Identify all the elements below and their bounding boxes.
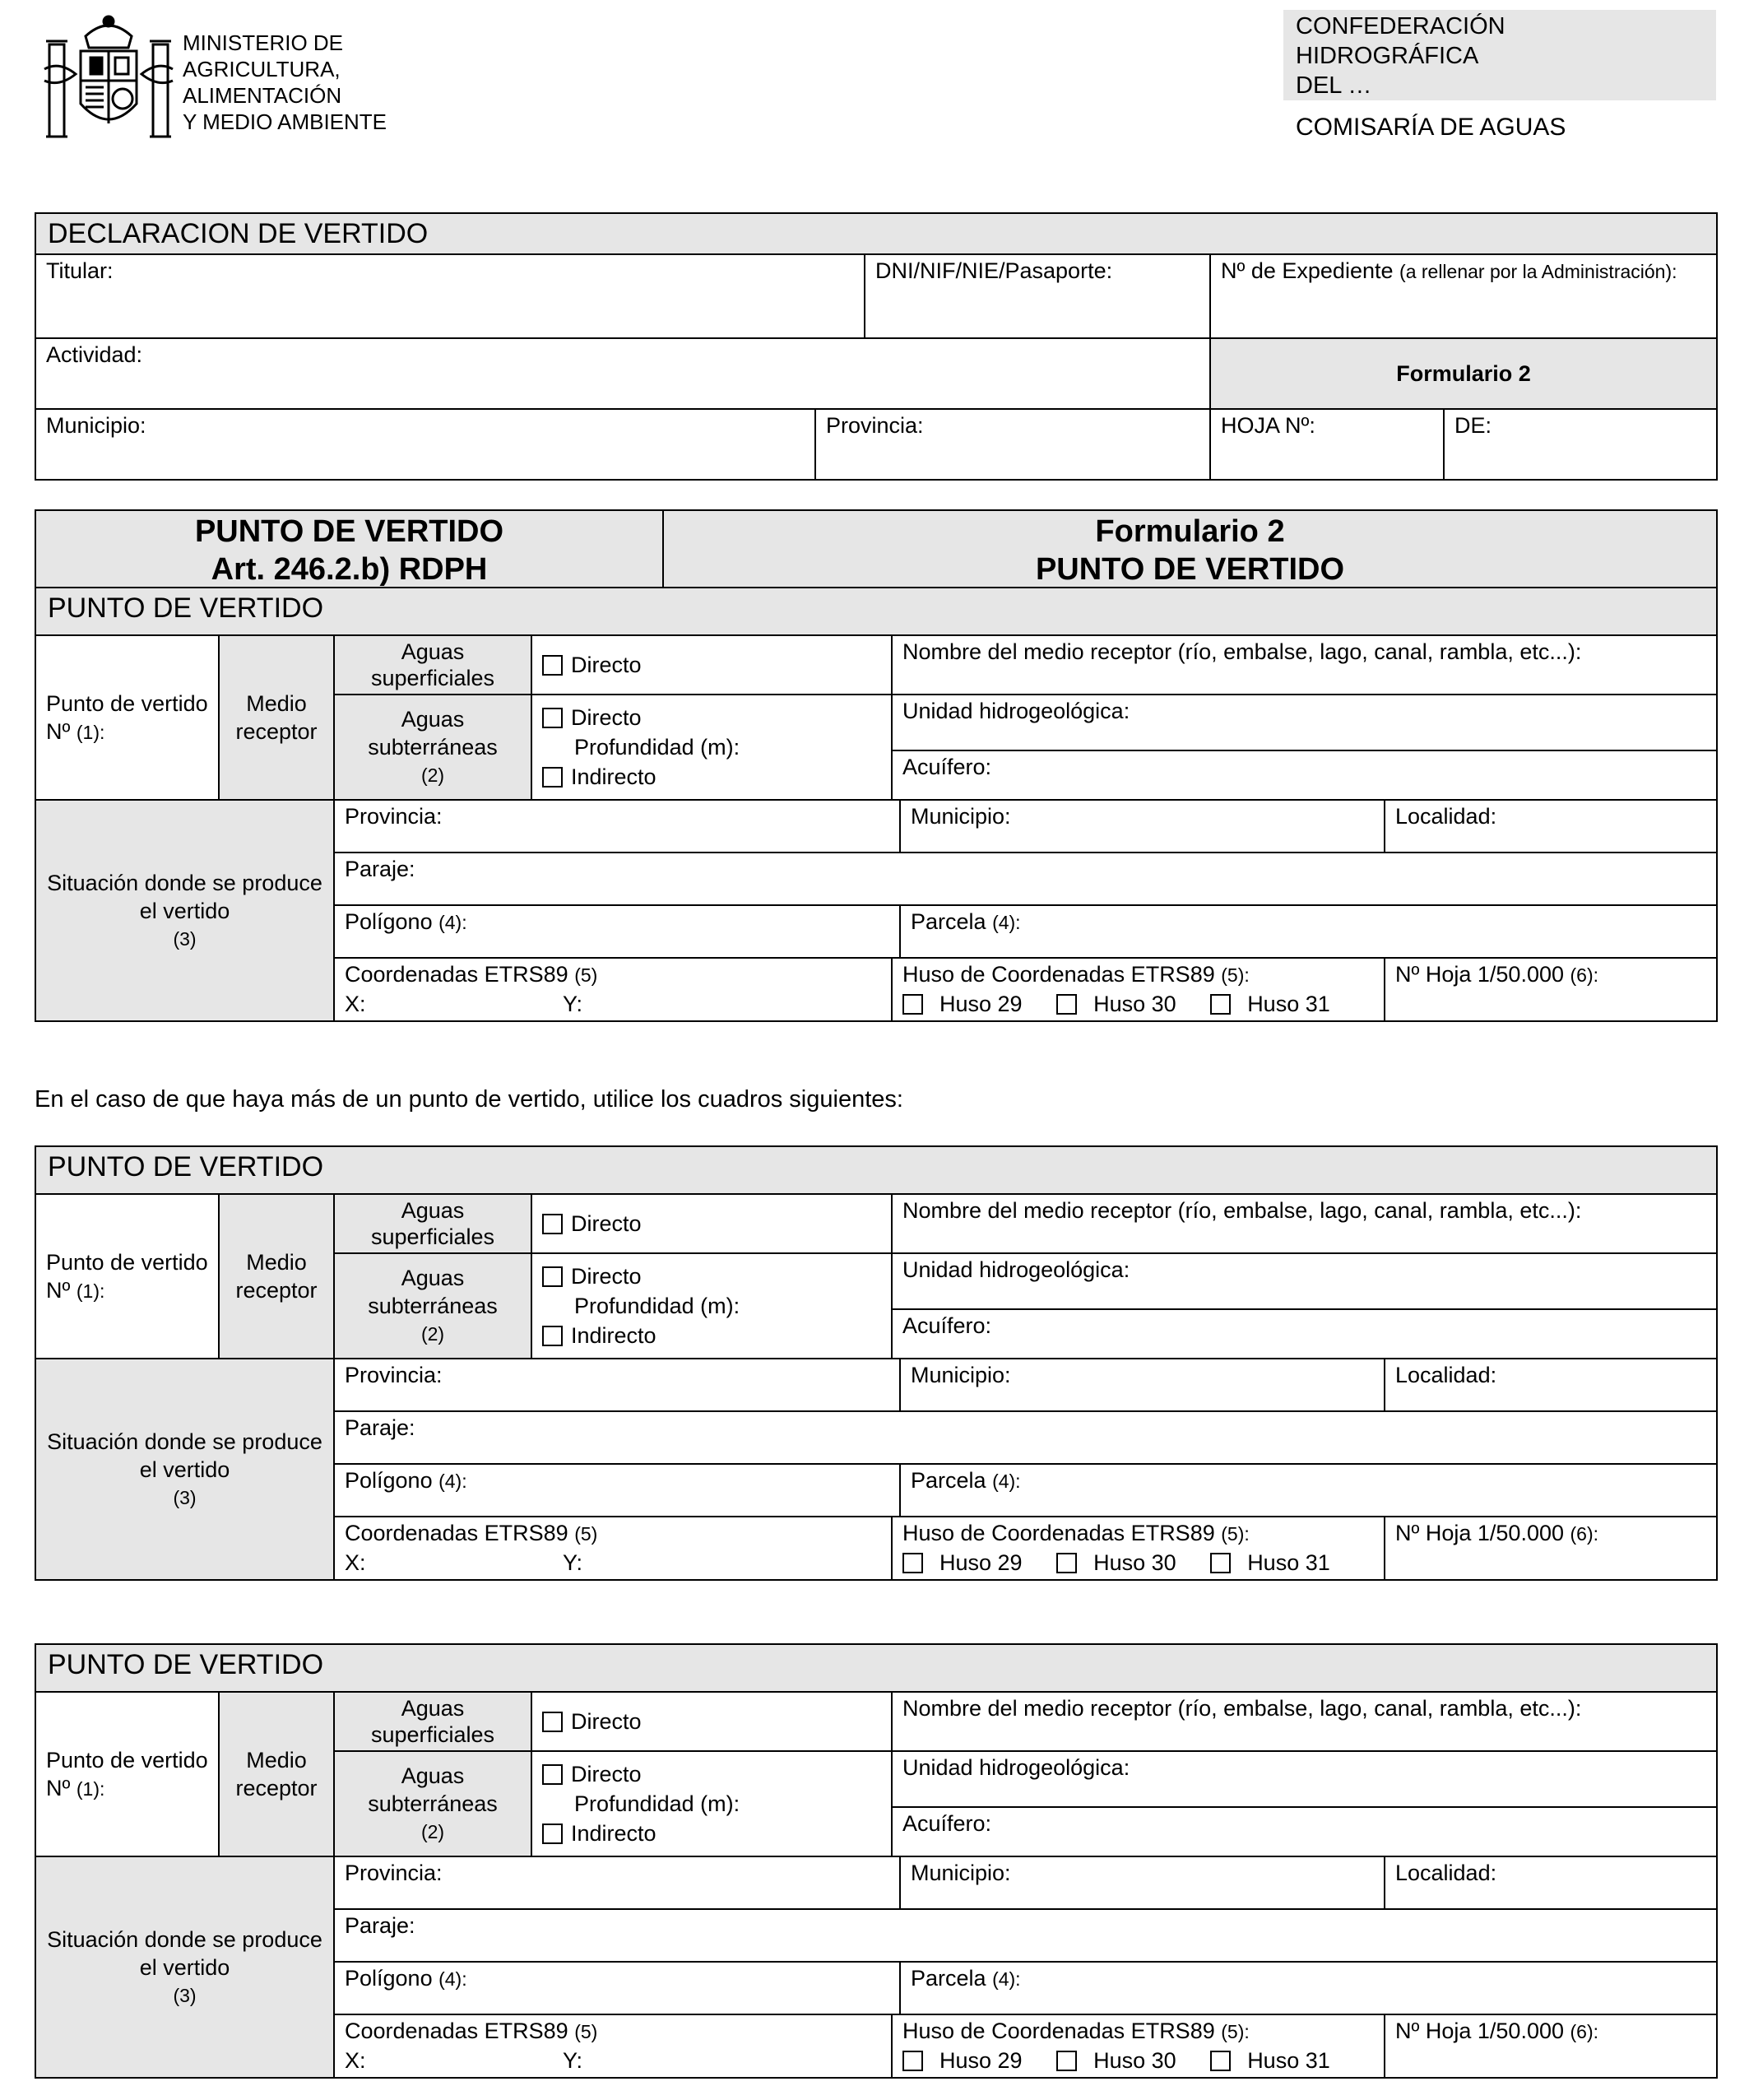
directo-label: Directo [571, 1762, 642, 1786]
nhoja-label: Nº Hoja 1/50.000 [1395, 1521, 1564, 1545]
hidro-fields [892, 695, 1717, 800]
checkbox-icon[interactable] [1210, 994, 1231, 1015]
acuifero-label: Acuífero: [902, 1313, 992, 1338]
localidad-label: Localidad: [1395, 804, 1497, 829]
confederacion-line: HIDROGRÁFICA [1296, 43, 1479, 69]
huso29-option[interactable] [902, 992, 1023, 1016]
nhoja-field[interactable] [1385, 1517, 1717, 1580]
profundidad-label: Profundidad (m): [574, 1791, 740, 1816]
banner-left-line1: PUNTO DE VERTIDO [194, 514, 504, 549]
punto-numero-field [35, 635, 219, 800]
banner-left [35, 510, 663, 591]
note-4: (4): [438, 1968, 467, 1990]
checkbox-icon[interactable] [1210, 1553, 1231, 1573]
localidad-label: Localidad: [1395, 1363, 1497, 1387]
note-6: (6): [1570, 2021, 1599, 2042]
note-3: (3) [173, 1486, 197, 1508]
y-label: Y: [563, 2048, 583, 2073]
subterraneas-options [531, 695, 892, 800]
directo-label: Directo [571, 1709, 642, 1734]
medio-receptor-label: Medio receptor [219, 1194, 334, 1359]
ministry-line: MINISTERIO DE [183, 30, 344, 55]
nombre-medio-field[interactable] [892, 1194, 1717, 1253]
note-5b: (5): [1221, 2021, 1250, 2042]
hoja-label: HOJA Nº: [1221, 413, 1315, 438]
declaracion-title: DECLARACION DE VERTIDO [35, 213, 1717, 254]
huso-title: Huso de Coordenadas ETRS89 [902, 2019, 1215, 2043]
note-5: (5) [574, 1523, 598, 1545]
banner-table [35, 509, 1718, 592]
ministry-line: ALIMENTACIÓN [183, 83, 342, 108]
directo-label: Directo [571, 1211, 642, 1236]
nhoja-label: Nº Hoja 1/50.000 [1395, 2019, 1564, 2043]
directo-label: Directo [571, 705, 642, 730]
aguas-superficiales-label: Aguas superficiales [334, 1194, 531, 1253]
nhoja-field[interactable] [1385, 2014, 1717, 2078]
checkbox-icon[interactable] [1056, 994, 1077, 1015]
situacion-label: Situación donde se produce el vertido [47, 1429, 322, 1482]
huso31-label: Huso 31 [1247, 2048, 1330, 2073]
subterraneas-directo-option[interactable] [542, 1759, 881, 1789]
note-4: (4): [992, 1968, 1021, 1990]
huso30-option[interactable] [1056, 992, 1176, 1016]
punto-numero-label: Punto de vertido Nº [46, 1249, 208, 1303]
poligono-label: Polígono [345, 1966, 433, 1991]
nombre-medio-label: Nombre del medio receptor (río, embalse, lago, canal, rambla, etc...): [902, 1198, 1582, 1223]
huso29-option[interactable] [902, 2048, 1023, 2073]
expediente-label: Nº de Expediente [1221, 258, 1394, 283]
huso30-label: Huso 30 [1093, 1550, 1176, 1575]
parcela-field[interactable] [900, 1464, 1717, 1517]
aguas-superficiales-label: Aguas superficiales [334, 1692, 531, 1751]
de-label: DE: [1454, 413, 1492, 438]
note-2: (2) [420, 1323, 445, 1345]
subterraneas-indirecto-option[interactable] [542, 1819, 881, 1848]
note-2: (2) [420, 1821, 445, 1842]
aguas-subterraneas-label: Aguas subterráneas [368, 1266, 498, 1318]
acuifero-field[interactable] [893, 751, 1716, 783]
ministry-line: Y MEDIO AMBIENTE [183, 109, 387, 134]
poligono-field[interactable] [334, 1464, 900, 1517]
huso31-option[interactable] [1210, 992, 1330, 1016]
declaracion-table [35, 212, 1718, 481]
note-5: (5) [574, 2021, 598, 2042]
huso29-label: Huso 29 [939, 992, 1023, 1016]
medio-receptor-label: Medio receptor [219, 635, 334, 800]
checkbox-icon[interactable] [902, 994, 923, 1015]
paraje-field[interactable] [334, 1411, 1717, 1464]
provincia-field[interactable] [334, 1359, 900, 1411]
provincia-field[interactable] [334, 1856, 900, 1909]
intermediate-note: En el caso de que haya más de un punto de vertido, utilice los cuadros siguientes: [35, 1086, 903, 1113]
note-5b: (5): [1221, 1523, 1250, 1545]
checkbox-icon[interactable] [542, 1326, 563, 1346]
profundidad-label: Profundidad (m): [574, 735, 740, 760]
subterraneas-options [531, 1751, 892, 1856]
superficiales-directo-option[interactable] [531, 1692, 892, 1751]
municipio-label: Municipio: [911, 1861, 1011, 1885]
note-3: (3) [173, 1984, 197, 2006]
punto-section-title: PUNTO DE VERTIDO [35, 588, 1717, 635]
coordenadas-label: Coordenadas ETRS89 [345, 962, 568, 987]
huso29-label: Huso 29 [939, 1550, 1023, 1575]
note-1: (1): [76, 1777, 105, 1800]
dni-label: DNI/NIF/NIE/Pasaporte: [875, 258, 1113, 283]
punto-vertido-table [35, 587, 1718, 1022]
note-3: (3) [173, 927, 197, 950]
coordenadas-field[interactable] [334, 2014, 892, 2078]
nhoja-field[interactable] [1385, 958, 1717, 1021]
checkbox-icon[interactable] [542, 655, 563, 676]
note-5b: (5): [1221, 964, 1250, 986]
checkbox-icon[interactable] [902, 1553, 923, 1573]
indirecto-label: Indirecto [571, 764, 656, 789]
huso30-label: Huso 30 [1093, 992, 1176, 1016]
checkbox-icon[interactable] [542, 708, 563, 728]
x-label: X: [345, 2048, 366, 2073]
unidad-field[interactable] [893, 1752, 1716, 1808]
superficiales-directo-option[interactable] [531, 1194, 892, 1253]
coat-of-arms-logo [43, 12, 174, 145]
localidad-label: Localidad: [1395, 1861, 1497, 1885]
unidad-field[interactable] [893, 695, 1716, 751]
banner-left-line2: Art. 246.2.b) RDPH [211, 552, 488, 587]
huso31-option[interactable] [1210, 2048, 1330, 2073]
subterraneas-indirecto-option[interactable] [542, 1321, 881, 1350]
punto-vertido-table [35, 1643, 1718, 2079]
huso-field [892, 1517, 1385, 1580]
coordenadas-field[interactable] [334, 1517, 892, 1580]
directo-label: Directo [571, 653, 642, 677]
acuifero-field[interactable] [893, 1808, 1716, 1839]
huso-title: Huso de Coordenadas ETRS89 [902, 1521, 1215, 1545]
unidad-label: Unidad hidrogeológica: [902, 1755, 1130, 1780]
checkbox-icon[interactable] [542, 1266, 563, 1287]
huso30-label: Huso 30 [1093, 2048, 1176, 2073]
paraje-label: Paraje: [345, 1913, 415, 1938]
note-1: (1): [76, 721, 105, 743]
punto-section-title: PUNTO DE VERTIDO [35, 1644, 1717, 1692]
banner-right [663, 510, 1717, 591]
huso31-label: Huso 31 [1247, 1550, 1330, 1575]
paraje-label: Paraje: [345, 857, 415, 881]
ministry-name [183, 30, 387, 135]
directo-label: Directo [571, 1264, 642, 1289]
expediente-note: (a rellenar por la Administración): [1399, 261, 1677, 282]
hoja-field[interactable] [1210, 409, 1444, 480]
titular-field[interactable] [35, 254, 865, 338]
confederacion-name [1296, 12, 1505, 100]
punto-vertido-table [35, 1145, 1718, 1581]
note-4: (4): [992, 912, 1021, 933]
indirecto-label: Indirecto [571, 1323, 656, 1348]
punto-numero-field [35, 1194, 219, 1359]
huso-field [892, 2014, 1385, 2078]
parcela-label: Parcela [911, 909, 986, 934]
checkbox-icon[interactable] [1056, 2051, 1077, 2071]
aguas-superficiales-label: Aguas superficiales [334, 635, 531, 695]
huso-title: Huso de Coordenadas ETRS89 [902, 962, 1215, 987]
x-label: X: [345, 992, 366, 1016]
municipio-label: Municipio: [911, 1363, 1011, 1387]
checkbox-icon[interactable] [542, 1824, 563, 1844]
note-6: (6): [1570, 964, 1599, 986]
poligono-label: Polígono [345, 1468, 433, 1493]
x-label: X: [345, 1550, 366, 1575]
checkbox-icon[interactable] [1056, 1553, 1077, 1573]
checkbox-icon[interactable] [902, 2051, 923, 2071]
situacion-label: Situación donde se produce el vertido [47, 870, 322, 923]
localidad-field[interactable] [1385, 1856, 1717, 1909]
nombre-medio-label: Nombre del medio receptor (río, embalse, lago, canal, rambla, etc...): [902, 1696, 1582, 1721]
situacion-cell [35, 1856, 334, 2078]
acuifero-label: Acuífero: [902, 1811, 992, 1836]
comisaria-label: COMISARÍA DE AGUAS [1296, 114, 1566, 141]
actividad-label: Actividad: [46, 342, 143, 367]
situacion-cell [35, 1359, 334, 1580]
huso30-option[interactable] [1056, 2048, 1176, 2073]
provincia-field[interactable] [334, 800, 900, 853]
note-4: (4): [438, 1470, 467, 1492]
provincia-field[interactable] [815, 409, 1210, 480]
subterraneas-indirecto-option[interactable] [542, 762, 881, 792]
note-4: (4): [992, 1470, 1021, 1492]
indirecto-label: Indirecto [571, 1821, 656, 1846]
provincia-label: Provincia: [345, 1861, 443, 1885]
municipio-field[interactable] [900, 1856, 1385, 1909]
huso29-option[interactable] [902, 1550, 1023, 1575]
note-5: (5) [574, 964, 598, 986]
banner-right-line2: PUNTO DE VERTIDO [1035, 552, 1345, 587]
hidro-fields [892, 1253, 1717, 1359]
punto-numero-label: Punto de vertido Nº [46, 690, 208, 744]
y-label: Y: [563, 992, 583, 1016]
municipio-field[interactable] [900, 1359, 1385, 1411]
checkbox-icon[interactable] [542, 1712, 563, 1732]
checkbox-icon[interactable] [542, 767, 563, 788]
ministry-line: AGRICULTURA, [183, 57, 341, 81]
huso31-option[interactable] [1210, 1550, 1330, 1575]
huso29-label: Huso 29 [939, 2048, 1023, 2073]
poligono-field[interactable] [334, 1962, 900, 2014]
paraje-field[interactable] [334, 1909, 1717, 1962]
unidad-field[interactable] [893, 1254, 1716, 1310]
paraje-field[interactable] [334, 853, 1717, 905]
situacion-label: Situación donde se produce el vertido [47, 1926, 322, 1980]
nombre-medio-label: Nombre del medio receptor (río, embalse, lago, canal, rambla, etc...): [902, 639, 1582, 664]
dni-field[interactable] [865, 254, 1210, 338]
y-label: Y: [563, 1550, 583, 1575]
confederacion-line: CONFEDERACIÓN [1296, 13, 1505, 39]
unidad-label: Unidad hidrogeológica: [902, 699, 1130, 723]
acuifero-field[interactable] [893, 1310, 1716, 1341]
subterraneas-options [531, 1253, 892, 1359]
municipio-field[interactable] [35, 409, 815, 480]
huso31-label: Huso 31 [1247, 992, 1330, 1016]
punto-numero-label: Punto de vertido Nº [46, 1747, 208, 1800]
subterraneas-directo-option[interactable] [542, 703, 881, 732]
provincia-label: Provincia: [345, 804, 443, 829]
situacion-cell [35, 800, 334, 1021]
de-field[interactable] [1444, 409, 1717, 480]
coordenadas-label: Coordenadas ETRS89 [345, 1521, 568, 1545]
hidro-fields [892, 1751, 1717, 1856]
provincia-label: Provincia: [826, 413, 924, 438]
municipio-field[interactable] [900, 800, 1385, 853]
checkbox-icon[interactable] [542, 1214, 563, 1234]
unidad-label: Unidad hidrogeológica: [902, 1257, 1130, 1282]
coordenadas-field[interactable] [334, 958, 892, 1021]
actividad-field[interactable] [35, 338, 1210, 409]
huso-field [892, 958, 1385, 1021]
superficiales-directo-option[interactable] [531, 635, 892, 695]
localidad-field[interactable] [1385, 800, 1717, 853]
poligono-field[interactable] [334, 905, 900, 958]
acuifero-label: Acuífero: [902, 755, 992, 779]
nombre-medio-field[interactable] [892, 1692, 1717, 1751]
poligono-label: Polígono [345, 909, 433, 934]
nhoja-label: Nº Hoja 1/50.000 [1395, 962, 1564, 987]
huso30-option[interactable] [1056, 1550, 1176, 1575]
parcela-label: Parcela [911, 1468, 986, 1493]
punto-numero-field [35, 1692, 219, 1856]
coordenadas-label: Coordenadas ETRS89 [345, 2019, 568, 2043]
banner-right-line1: Formulario 2 [1095, 514, 1285, 549]
note-1: (1): [76, 1280, 105, 1302]
note-4: (4): [438, 912, 467, 933]
profundidad-label: Profundidad (m): [574, 1294, 740, 1318]
aguas-subterraneas-label: Aguas subterráneas [368, 707, 498, 760]
checkbox-icon[interactable] [1210, 2051, 1231, 2071]
note-2: (2) [420, 764, 445, 786]
expediente-field [1210, 254, 1717, 338]
paraje-label: Paraje: [345, 1415, 415, 1440]
municipio-label: Municipio: [911, 804, 1011, 829]
localidad-field[interactable] [1385, 1359, 1717, 1411]
confederacion-line: DEL … [1296, 72, 1372, 99]
parcela-label: Parcela [911, 1966, 986, 1991]
formulario-label: Formulario 2 [1210, 338, 1717, 409]
aguas-subterraneas-label: Aguas subterráneas [368, 1763, 498, 1816]
note-6: (6): [1570, 1523, 1599, 1545]
provincia-label: Provincia: [345, 1363, 443, 1387]
aguas-subterraneas-cell [334, 695, 531, 800]
checkbox-icon[interactable] [542, 1764, 563, 1785]
parcela-field[interactable] [900, 905, 1717, 958]
punto-section-title: PUNTO DE VERTIDO [35, 1146, 1717, 1194]
aguas-subterraneas-cell [334, 1253, 531, 1359]
parcela-field[interactable] [900, 1962, 1717, 2014]
medio-receptor-label: Medio receptor [219, 1692, 334, 1856]
municipio-label: Municipio: [46, 413, 146, 438]
nombre-medio-field[interactable] [892, 635, 1717, 695]
titular-label: Titular: [46, 258, 114, 283]
subterraneas-directo-option[interactable] [542, 1261, 881, 1291]
aguas-subterraneas-cell [334, 1751, 531, 1856]
